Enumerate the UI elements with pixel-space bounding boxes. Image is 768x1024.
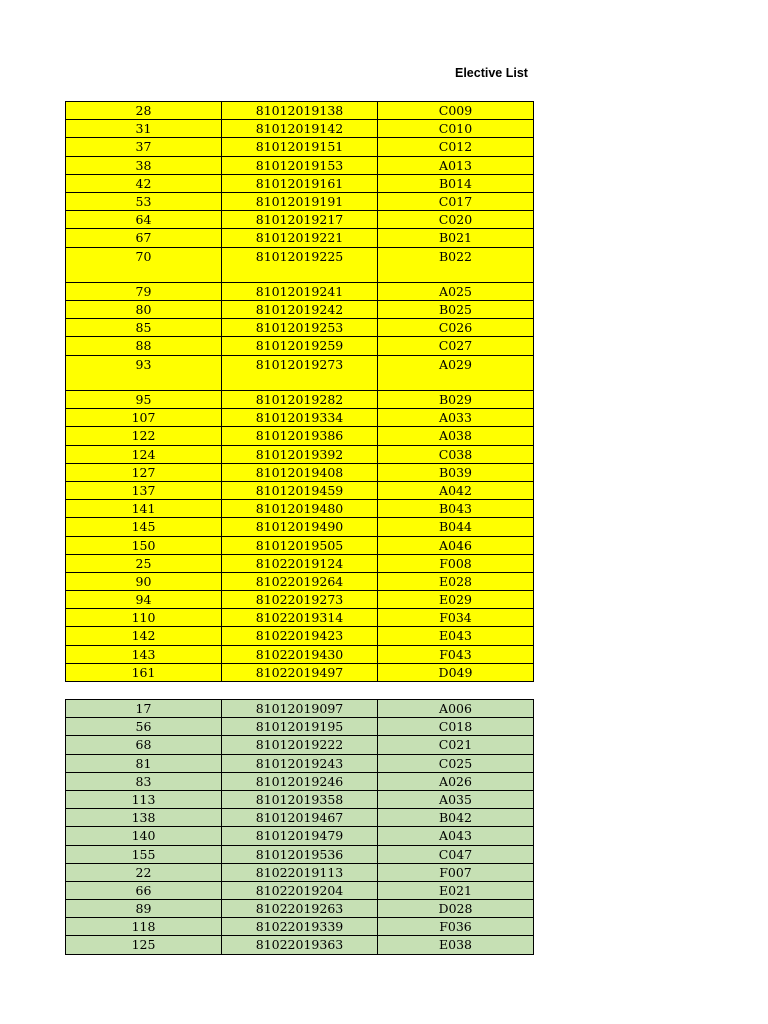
table-cell: 137 bbox=[66, 481, 222, 499]
table-cell: 81012019479 bbox=[222, 827, 378, 845]
table-row bbox=[66, 572, 534, 590]
table-cell: A013 bbox=[378, 156, 534, 174]
table-row bbox=[66, 409, 534, 427]
table-cell: B042 bbox=[378, 809, 534, 827]
table-cell: 81012019242 bbox=[222, 301, 378, 319]
table-cell: C038 bbox=[378, 445, 534, 463]
table-cell: 85 bbox=[66, 319, 222, 337]
table-row bbox=[66, 301, 534, 319]
table-cell: 94 bbox=[66, 591, 222, 609]
table-cell: F008 bbox=[378, 554, 534, 572]
table-row bbox=[66, 645, 534, 663]
table-cell: A026 bbox=[378, 772, 534, 790]
table-cell: 70 bbox=[66, 247, 222, 282]
table-cell: B044 bbox=[378, 518, 534, 536]
table-cell: B025 bbox=[378, 301, 534, 319]
table-cell: E038 bbox=[378, 936, 534, 954]
table-row bbox=[66, 591, 534, 609]
table-cell: 81012019191 bbox=[222, 192, 378, 210]
table-row bbox=[66, 918, 534, 936]
table-cell: 81012019505 bbox=[222, 536, 378, 554]
table-row bbox=[66, 156, 534, 174]
table-cell: 81012019138 bbox=[222, 102, 378, 120]
table-row bbox=[66, 355, 534, 390]
table-cell: A043 bbox=[378, 827, 534, 845]
table-cell: 81012019246 bbox=[222, 772, 378, 790]
table-cell: 90 bbox=[66, 572, 222, 590]
table-cell: 67 bbox=[66, 229, 222, 247]
table-cell: 127 bbox=[66, 463, 222, 481]
table-cell: 81012019241 bbox=[222, 282, 378, 300]
table-cell: B039 bbox=[378, 463, 534, 481]
table-row bbox=[66, 247, 534, 282]
table-row bbox=[66, 554, 534, 572]
elective-table-green bbox=[65, 699, 534, 955]
table-cell: B043 bbox=[378, 500, 534, 518]
table-cell: 37 bbox=[66, 138, 222, 156]
table-cell: 53 bbox=[66, 192, 222, 210]
table-cell: 161 bbox=[66, 663, 222, 681]
table-cell: A029 bbox=[378, 355, 534, 390]
table-cell: E029 bbox=[378, 591, 534, 609]
table-cell: F043 bbox=[378, 645, 534, 663]
table-cell: E021 bbox=[378, 881, 534, 899]
table-row bbox=[66, 627, 534, 645]
table-cell: 81012019467 bbox=[222, 809, 378, 827]
table-cell: 81012019097 bbox=[222, 700, 378, 718]
table-cell: 107 bbox=[66, 409, 222, 427]
table-cell: C012 bbox=[378, 138, 534, 156]
table-cell: B014 bbox=[378, 174, 534, 192]
table-cell: 81022019124 bbox=[222, 554, 378, 572]
table-cell: 81 bbox=[66, 754, 222, 772]
table-cell: 81012019480 bbox=[222, 500, 378, 518]
table-cell: 138 bbox=[66, 809, 222, 827]
table-cell: 68 bbox=[66, 736, 222, 754]
table-cell: 81012019161 bbox=[222, 174, 378, 192]
table-row bbox=[66, 736, 534, 754]
table-cell: 81012019536 bbox=[222, 845, 378, 863]
table-row bbox=[66, 881, 534, 899]
table-cell: 80 bbox=[66, 301, 222, 319]
table-row bbox=[66, 138, 534, 156]
table-cell: C009 bbox=[378, 102, 534, 120]
table-cell: C021 bbox=[378, 736, 534, 754]
table-cell: 88 bbox=[66, 337, 222, 355]
table-cell: 81012019153 bbox=[222, 156, 378, 174]
table-cell: 81012019392 bbox=[222, 445, 378, 463]
table-cell: 42 bbox=[66, 174, 222, 192]
table-cell: 113 bbox=[66, 790, 222, 808]
table-cell: 81012019334 bbox=[222, 409, 378, 427]
table-cell: 81022019497 bbox=[222, 663, 378, 681]
table-cell: 93 bbox=[66, 355, 222, 390]
table-cell: 81012019259 bbox=[222, 337, 378, 355]
table-cell: 81012019222 bbox=[222, 736, 378, 754]
table-cell: A046 bbox=[378, 536, 534, 554]
table-cell: 38 bbox=[66, 156, 222, 174]
table-cell: F036 bbox=[378, 918, 534, 936]
table-cell: A042 bbox=[378, 481, 534, 499]
table-row bbox=[66, 663, 534, 681]
table-cell: F034 bbox=[378, 609, 534, 627]
table-cell: 142 bbox=[66, 627, 222, 645]
table-row bbox=[66, 211, 534, 229]
table-cell: 81012019358 bbox=[222, 790, 378, 808]
table-cell: 150 bbox=[66, 536, 222, 554]
table-cell: A006 bbox=[378, 700, 534, 718]
table-cell: 81012019253 bbox=[222, 319, 378, 337]
table-row bbox=[66, 229, 534, 247]
table-cell: 122 bbox=[66, 427, 222, 445]
table-row bbox=[66, 192, 534, 210]
table-cell: B021 bbox=[378, 229, 534, 247]
table-cell: F007 bbox=[378, 863, 534, 881]
table-cell: C010 bbox=[378, 120, 534, 138]
table-cell: B022 bbox=[378, 247, 534, 282]
table-cell: 118 bbox=[66, 918, 222, 936]
table-cell: C025 bbox=[378, 754, 534, 772]
table-row bbox=[66, 718, 534, 736]
table-cell: 81022019314 bbox=[222, 609, 378, 627]
table-cell: 81022019430 bbox=[222, 645, 378, 663]
table-row bbox=[66, 102, 534, 120]
table-cell: 81012019151 bbox=[222, 138, 378, 156]
table-cell: E043 bbox=[378, 627, 534, 645]
table-row bbox=[66, 174, 534, 192]
table-cell: 79 bbox=[66, 282, 222, 300]
table-cell: A035 bbox=[378, 790, 534, 808]
table-row bbox=[66, 609, 534, 627]
table-cell: E028 bbox=[378, 572, 534, 590]
table-cell: D028 bbox=[378, 900, 534, 918]
table-row bbox=[66, 827, 534, 845]
table-cell: D049 bbox=[378, 663, 534, 681]
table-cell: C027 bbox=[378, 337, 534, 355]
table-cell: A033 bbox=[378, 409, 534, 427]
table-cell: 66 bbox=[66, 881, 222, 899]
table-row bbox=[66, 427, 534, 445]
table-cell: 17 bbox=[66, 700, 222, 718]
table-row bbox=[66, 863, 534, 881]
table-row bbox=[66, 536, 534, 554]
table-cell: 140 bbox=[66, 827, 222, 845]
elective-table-yellow bbox=[65, 101, 534, 682]
table-row bbox=[66, 120, 534, 138]
table-cell: 145 bbox=[66, 518, 222, 536]
table-row bbox=[66, 282, 534, 300]
table-cell: 25 bbox=[66, 554, 222, 572]
table-row bbox=[66, 481, 534, 499]
table-row bbox=[66, 754, 534, 772]
table-cell: 81012019195 bbox=[222, 718, 378, 736]
table-cell: 81012019386 bbox=[222, 427, 378, 445]
table-cell: 81022019204 bbox=[222, 881, 378, 899]
table-cell: 81022019264 bbox=[222, 572, 378, 590]
table-row bbox=[66, 337, 534, 355]
table-cell: 64 bbox=[66, 211, 222, 229]
table-cell: C026 bbox=[378, 319, 534, 337]
page-title: Elective List bbox=[455, 66, 528, 80]
table-cell: C018 bbox=[378, 718, 534, 736]
table-cell: 124 bbox=[66, 445, 222, 463]
table-cell: 81012019142 bbox=[222, 120, 378, 138]
table-row bbox=[66, 790, 534, 808]
table-cell: 81012019273 bbox=[222, 355, 378, 390]
table-cell: C017 bbox=[378, 192, 534, 210]
table-cell: 81022019263 bbox=[222, 900, 378, 918]
table-cell: 141 bbox=[66, 500, 222, 518]
table-cell: C020 bbox=[378, 211, 534, 229]
table-row bbox=[66, 772, 534, 790]
table-cell: 110 bbox=[66, 609, 222, 627]
table-row bbox=[66, 845, 534, 863]
table-cell: 95 bbox=[66, 391, 222, 409]
table-row bbox=[66, 936, 534, 954]
table-row bbox=[66, 809, 534, 827]
table-cell: B029 bbox=[378, 391, 534, 409]
table-cell: 81022019273 bbox=[222, 591, 378, 609]
table-cell: A025 bbox=[378, 282, 534, 300]
table-cell: 81012019408 bbox=[222, 463, 378, 481]
table-cell: 83 bbox=[66, 772, 222, 790]
table-cell: 81012019490 bbox=[222, 518, 378, 536]
table-row bbox=[66, 500, 534, 518]
table-row bbox=[66, 391, 534, 409]
table-cell: A038 bbox=[378, 427, 534, 445]
table-cell: 81022019113 bbox=[222, 863, 378, 881]
table-cell: 81022019339 bbox=[222, 918, 378, 936]
table-cell: 155 bbox=[66, 845, 222, 863]
table-cell: 28 bbox=[66, 102, 222, 120]
table-cell: 81022019363 bbox=[222, 936, 378, 954]
table-row bbox=[66, 463, 534, 481]
table-cell: 81012019221 bbox=[222, 229, 378, 247]
table-row bbox=[66, 518, 534, 536]
table-cell: 81012019217 bbox=[222, 211, 378, 229]
table-row bbox=[66, 445, 534, 463]
table-cell: 81012019225 bbox=[222, 247, 378, 282]
table-cell: 125 bbox=[66, 936, 222, 954]
table-cell: 81022019423 bbox=[222, 627, 378, 645]
table-cell: 81012019282 bbox=[222, 391, 378, 409]
table-cell: 81012019243 bbox=[222, 754, 378, 772]
table-cell: 22 bbox=[66, 863, 222, 881]
table-row bbox=[66, 700, 534, 718]
table-cell: 143 bbox=[66, 645, 222, 663]
table-cell: 31 bbox=[66, 120, 222, 138]
table-cell: 81012019459 bbox=[222, 481, 378, 499]
table-row bbox=[66, 900, 534, 918]
table-row bbox=[66, 319, 534, 337]
table-cell: 56 bbox=[66, 718, 222, 736]
table-cell: C047 bbox=[378, 845, 534, 863]
table-cell: 89 bbox=[66, 900, 222, 918]
